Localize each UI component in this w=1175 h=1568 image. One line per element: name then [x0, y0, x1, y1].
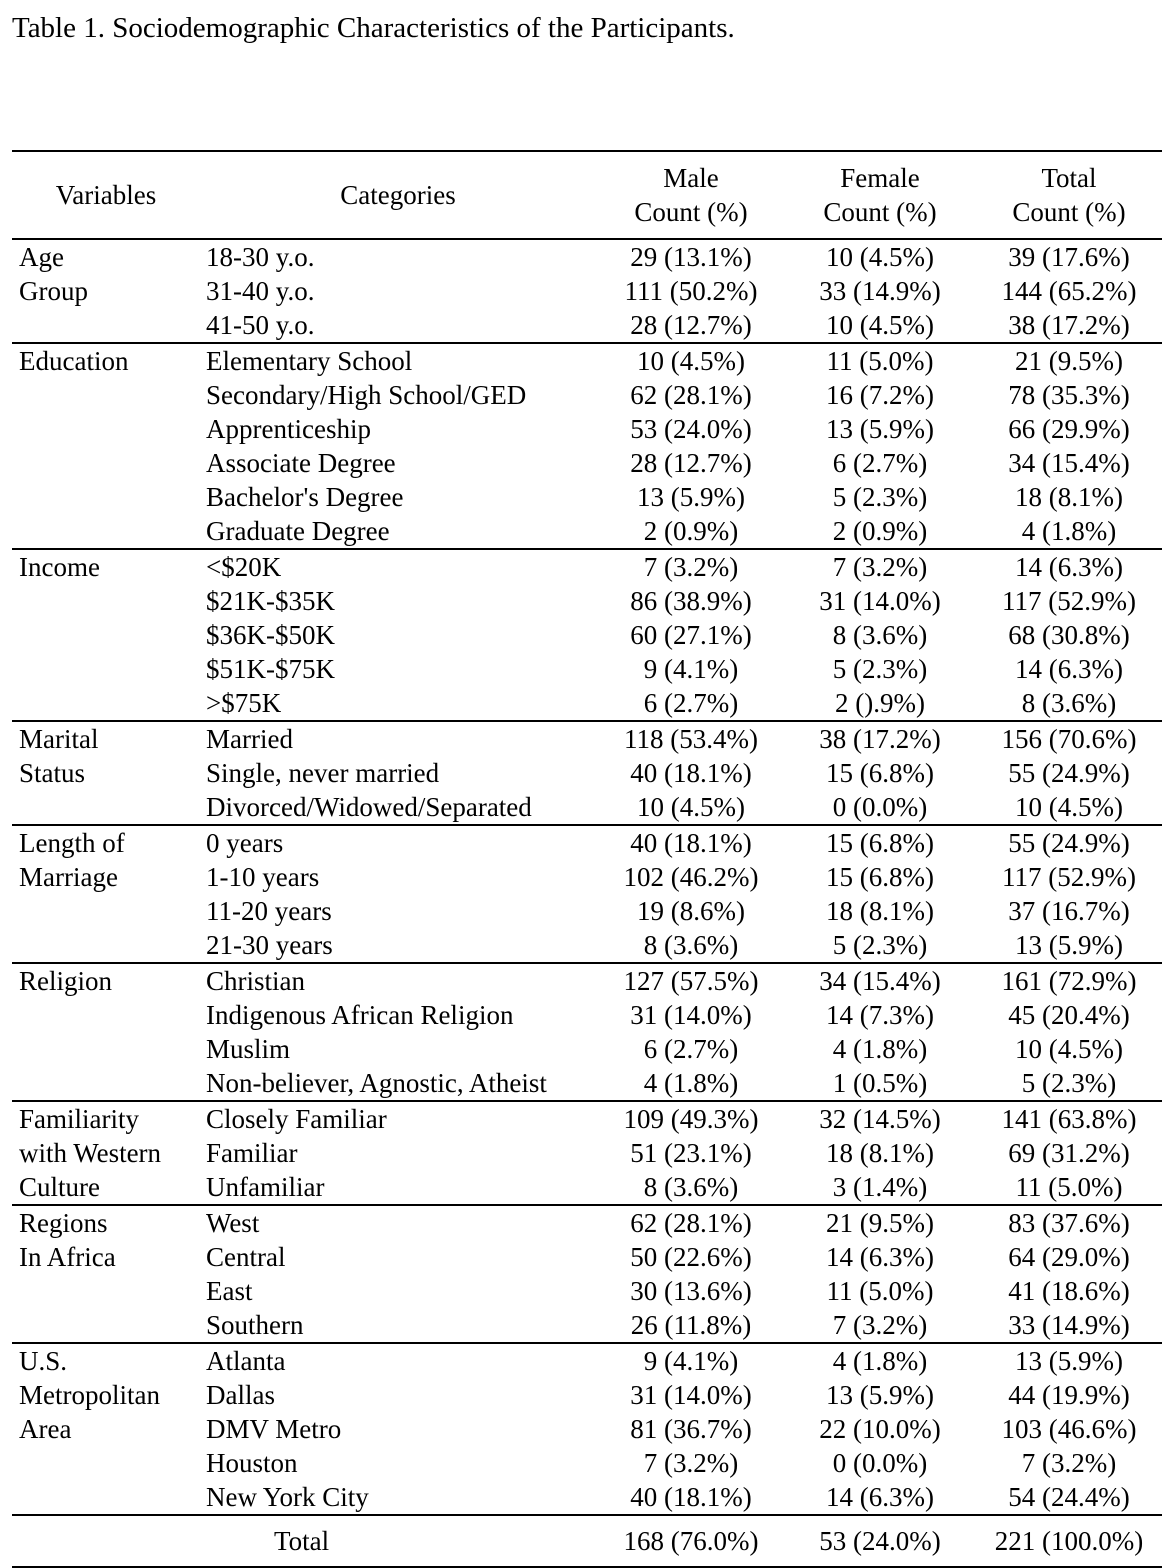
female-count-cell: 13 (5.9%) [826, 1380, 934, 1410]
variable-label-line: Group [19, 276, 88, 306]
category-cell: Dallas [206, 1380, 275, 1410]
category-cell: Divorced/Widowed/Separated [206, 792, 532, 822]
male-count-cell: 28 (12.7%) [630, 448, 752, 478]
male-count-cell: 102 (46.2%) [623, 862, 759, 892]
table-row [12, 686, 1162, 720]
female-count-cell: 6 (2.7%) [832, 448, 928, 478]
female-count-cell: 32 (14.5%) [819, 1104, 941, 1134]
table-group [12, 826, 1162, 964]
table-row [12, 1102, 1162, 1136]
table-row [12, 1170, 1162, 1204]
category-cell: Houston [206, 1448, 298, 1478]
total-count-cell: 66 (29.9%) [1008, 414, 1130, 444]
male-count-cell: 40 (18.1%) [630, 828, 752, 858]
male-count-cell: 28 (12.7%) [630, 310, 752, 340]
female-count-cell: 15 (6.8%) [826, 758, 934, 788]
table-row [12, 240, 1162, 274]
table-group [12, 1206, 1162, 1344]
category-cell: Atlanta [206, 1346, 286, 1376]
female-count-cell: 33 (14.9%) [819, 276, 941, 306]
table-caption: Table 1. Sociodemographic Characteristics of the Participants. [12, 12, 735, 44]
female-count-cell: 2 ().9%) [835, 688, 925, 718]
table-row [12, 790, 1162, 824]
variable-label-line: Area [19, 1414, 72, 1444]
male-count-cell: 7 (3.2%) [643, 552, 739, 582]
category-cell: Southern [206, 1310, 304, 1340]
table-row [12, 1480, 1162, 1514]
female-count-cell: 10 (4.5%) [826, 310, 934, 340]
table-row [12, 550, 1162, 584]
male-count-cell: 31 (14.0%) [630, 1000, 752, 1030]
category-cell: $21K-$35K [206, 586, 335, 616]
female-count-cell: 14 (6.3%) [826, 1242, 934, 1272]
table-row [12, 618, 1162, 652]
male-count-cell: 19 (8.6%) [637, 896, 745, 926]
male-count-cell: 9 (4.1%) [643, 654, 739, 684]
table-row [12, 1344, 1162, 1378]
total-row [12, 1516, 1162, 1568]
female-count-cell: 31 (14.0%) [819, 586, 941, 616]
female-count-cell: 5 (2.3%) [832, 482, 928, 512]
total-count-cell: 45 (20.4%) [1008, 1000, 1130, 1030]
total-count-cell: 18 (8.1%) [1015, 482, 1123, 512]
female-count-cell: 5 (2.3%) [832, 654, 928, 684]
table-row [12, 378, 1162, 412]
female-count-cell: 21 (9.5%) [826, 1208, 934, 1238]
total-count-cell: 10 (4.5%) [1015, 1034, 1123, 1064]
category-cell: $51K-$75K [206, 654, 335, 684]
table-row [12, 998, 1162, 1032]
category-cell: 18-30 y.o. [206, 242, 315, 272]
total-count-cell: 10 (4.5%) [1015, 792, 1123, 822]
female-count-cell: 3 (1.4%) [832, 1172, 928, 1202]
demographics-table [12, 150, 1162, 1568]
variable-label-line: Culture [19, 1172, 100, 1202]
category-cell: DMV Metro [206, 1414, 342, 1444]
female-count-cell: 2 (0.9%) [832, 516, 928, 546]
table-group [12, 1102, 1162, 1206]
category-cell: 41-50 y.o. [206, 310, 315, 340]
table-header [12, 152, 1162, 240]
table-row [12, 1274, 1162, 1308]
table-row [12, 446, 1162, 480]
category-cell: Elementary School [206, 346, 413, 376]
total-count-cell: 39 (17.6%) [1008, 242, 1130, 272]
category-cell: West [206, 1208, 260, 1238]
female-count-cell: 5 (2.3%) [832, 930, 928, 960]
header-total [980, 161, 1158, 229]
variable-label-line: with Western [19, 1138, 162, 1168]
category-cell: 0 years [206, 828, 284, 858]
male-count-cell: 8 (3.6%) [643, 930, 739, 960]
category-cell: Associate Degree [206, 448, 396, 478]
total-count-cell: 103 (46.6%) [1001, 1414, 1137, 1444]
category-cell: Bachelor's Degree [206, 482, 404, 512]
category-cell: Married [206, 724, 293, 754]
total-count-cell: 33 (14.9%) [1008, 1310, 1130, 1340]
header-female-title: Female [840, 163, 920, 193]
category-cell: Unfamiliar [206, 1172, 325, 1202]
table-row [12, 1446, 1162, 1480]
table-row [12, 412, 1162, 446]
total-count-cell: 5 (2.3%) [1021, 1068, 1117, 1098]
table-row [12, 928, 1162, 962]
category-cell: >$75K [206, 688, 282, 718]
total-count-cell: 11 (5.0%) [1015, 1172, 1123, 1202]
male-count-cell: 40 (18.1%) [630, 1482, 752, 1512]
male-count-cell: 8 (3.6%) [643, 1172, 739, 1202]
total-count-cell: 37 (16.7%) [1008, 896, 1130, 926]
total-count-cell: 7 (3.2%) [1021, 1448, 1117, 1478]
total-count-cell: 44 (19.9%) [1008, 1380, 1130, 1410]
table-row [12, 274, 1162, 308]
total-row-female: 53 (24.0%) [819, 1526, 941, 1556]
table-row [12, 722, 1162, 756]
table-row [12, 1206, 1162, 1240]
total-count-cell: 34 (15.4%) [1008, 448, 1130, 478]
total-count-cell: 13 (5.9%) [1015, 1346, 1123, 1376]
header-variables: Variables [55, 180, 157, 210]
category-cell: Non-believer, Agnostic, Atheist [206, 1068, 547, 1098]
header-total-unit: Count (%) [1012, 197, 1126, 227]
male-count-cell: 7 (3.2%) [643, 1448, 739, 1478]
male-count-cell: 10 (4.5%) [637, 346, 745, 376]
male-count-cell: 51 (23.1%) [630, 1138, 752, 1168]
table-row [12, 964, 1162, 998]
total-count-cell: 144 (65.2%) [1001, 276, 1137, 306]
male-count-cell: 29 (13.1%) [630, 242, 752, 272]
variable-label-line: Age [19, 242, 64, 272]
female-count-cell: 14 (6.3%) [826, 1482, 934, 1512]
total-count-cell: 78 (35.3%) [1008, 380, 1130, 410]
male-count-cell: 31 (14.0%) [630, 1380, 752, 1410]
table-row [12, 1412, 1162, 1446]
male-count-cell: 118 (53.4%) [624, 724, 758, 754]
table-row [12, 344, 1162, 378]
total-count-cell: 55 (24.9%) [1008, 828, 1130, 858]
table-row [12, 1378, 1162, 1412]
variable-label-line: In Africa [19, 1242, 116, 1272]
table-group [12, 1344, 1162, 1516]
table-row [12, 308, 1162, 342]
female-count-cell: 4 (1.8%) [832, 1346, 928, 1376]
female-count-cell: 11 (5.0%) [826, 1276, 934, 1306]
male-count-cell: 53 (24.0%) [630, 414, 752, 444]
category-cell: $36K-$50K [206, 620, 335, 650]
category-cell: Muslim [206, 1034, 291, 1064]
variable-label-line: Familiarity [19, 1104, 139, 1134]
table-row [12, 1240, 1162, 1274]
header-male [602, 161, 780, 229]
male-count-cell: 62 (28.1%) [630, 1208, 752, 1238]
female-count-cell: 18 (8.1%) [826, 896, 934, 926]
total-count-cell: 68 (30.8%) [1008, 620, 1130, 650]
female-count-cell: 34 (15.4%) [819, 966, 941, 996]
male-count-cell: 26 (11.8%) [630, 1310, 752, 1340]
table-row [12, 1032, 1162, 1066]
total-row-total: 221 (100.0%) [994, 1526, 1144, 1556]
male-count-cell: 9 (4.1%) [643, 1346, 739, 1376]
female-count-cell: 8 (3.6%) [832, 620, 928, 650]
table-row [12, 1136, 1162, 1170]
variable-label-line: Marriage [19, 862, 118, 892]
category-cell: 31-40 y.o. [206, 276, 315, 306]
header-female [797, 161, 963, 229]
total-count-cell: 69 (31.2%) [1008, 1138, 1130, 1168]
male-count-cell: 109 (49.3%) [623, 1104, 759, 1134]
male-count-cell: 60 (27.1%) [630, 620, 752, 650]
total-count-cell: 117 (52.9%) [1002, 586, 1136, 616]
male-count-cell: 13 (5.9%) [637, 482, 745, 512]
category-cell: Closely Familiar [206, 1104, 387, 1134]
category-cell: 1-10 years [206, 862, 320, 892]
total-count-cell: 21 (9.5%) [1015, 346, 1123, 376]
table-body [12, 240, 1162, 1516]
category-cell: <$20K [206, 552, 282, 582]
category-cell: Graduate Degree [206, 516, 390, 546]
female-count-cell: 38 (17.2%) [819, 724, 941, 754]
category-cell: New York City [206, 1482, 369, 1512]
category-cell: Familiar [206, 1138, 298, 1168]
male-count-cell: 10 (4.5%) [637, 792, 745, 822]
variable-label-line: Length of [19, 828, 125, 858]
total-count-cell: 83 (37.6%) [1008, 1208, 1130, 1238]
variable-label-line: Education [19, 346, 129, 376]
male-count-cell: 81 (36.7%) [630, 1414, 752, 1444]
category-cell: Indigenous African Religion [206, 1000, 514, 1030]
female-count-cell: 15 (6.8%) [826, 862, 934, 892]
total-count-cell: 117 (52.9%) [1002, 862, 1136, 892]
category-cell: East [206, 1276, 253, 1306]
table-row [12, 1066, 1162, 1100]
total-count-cell: 8 (3.6%) [1021, 688, 1117, 718]
male-count-cell: 2 (0.9%) [643, 516, 739, 546]
total-count-cell: 38 (17.2%) [1008, 310, 1130, 340]
variable-label-line: Regions [19, 1208, 108, 1238]
total-count-cell: 64 (29.0%) [1008, 1242, 1130, 1272]
variable-label-line: Status [19, 758, 86, 788]
female-count-cell: 14 (7.3%) [826, 1000, 934, 1030]
variable-label-line: Religion [19, 966, 112, 996]
table-row [12, 480, 1162, 514]
female-count-cell: 13 (5.9%) [826, 414, 934, 444]
total-count-cell: 4 (1.8%) [1021, 516, 1117, 546]
female-count-cell: 22 (10.0%) [819, 1414, 941, 1444]
table-row [12, 1308, 1162, 1342]
female-count-cell: 7 (3.2%) [832, 552, 928, 582]
female-count-cell: 18 (8.1%) [826, 1138, 934, 1168]
total-count-cell: 141 (63.8%) [1001, 1104, 1137, 1134]
variable-label-line: Marital [19, 724, 99, 754]
category-cell: Single, never married [206, 758, 440, 788]
table-row [12, 756, 1162, 790]
table-group [12, 240, 1162, 344]
female-count-cell: 15 (6.8%) [826, 828, 934, 858]
male-count-cell: 62 (28.1%) [630, 380, 752, 410]
male-count-cell: 40 (18.1%) [630, 758, 752, 788]
total-count-cell: 54 (24.4%) [1008, 1482, 1130, 1512]
male-count-cell: 111 (50.2%) [624, 276, 758, 306]
category-cell: Apprenticeship [206, 414, 371, 444]
table-row [12, 860, 1162, 894]
table-group [12, 964, 1162, 1102]
variable-label-line: Income [19, 552, 100, 582]
category-cell: 11-20 years [206, 896, 332, 926]
header-categories: Categories [340, 180, 456, 210]
table-group [12, 722, 1162, 826]
category-cell: Central [206, 1242, 286, 1272]
total-count-cell: 13 (5.9%) [1015, 930, 1123, 960]
table-row [12, 584, 1162, 618]
female-count-cell: 11 (5.0%) [826, 346, 934, 376]
female-count-cell: 0 (0.0%) [832, 1448, 928, 1478]
variable-label-line: U.S. [19, 1346, 68, 1376]
table-row [12, 652, 1162, 686]
category-cell: Christian [206, 966, 305, 996]
male-count-cell: 6 (2.7%) [643, 688, 739, 718]
female-count-cell: 7 (3.2%) [832, 1310, 928, 1340]
header-male-title: Male [663, 163, 719, 193]
category-cell: 21-30 years [206, 930, 333, 960]
total-count-cell: 156 (70.6%) [1001, 724, 1137, 754]
table-row [12, 514, 1162, 548]
female-count-cell: 0 (0.0%) [832, 792, 928, 822]
table-row [12, 894, 1162, 928]
total-count-cell: 161 (72.9%) [1001, 966, 1137, 996]
header-female-unit: Count (%) [823, 197, 937, 227]
category-cell: Secondary/High School/GED [206, 380, 527, 410]
total-count-cell: 41 (18.6%) [1008, 1276, 1130, 1306]
total-count-cell: 14 (6.3%) [1015, 654, 1123, 684]
male-count-cell: 4 (1.8%) [643, 1068, 739, 1098]
female-count-cell: 16 (7.2%) [826, 380, 934, 410]
total-count-cell: 55 (24.9%) [1008, 758, 1130, 788]
total-row-label: Total [274, 1526, 330, 1556]
male-count-cell: 30 (13.6%) [630, 1276, 752, 1306]
table-group [12, 344, 1162, 550]
variable-label-line: Metropolitan [19, 1380, 160, 1410]
male-count-cell: 6 (2.7%) [643, 1034, 739, 1064]
header-total-title: Total [1041, 163, 1097, 193]
table-group [12, 550, 1162, 722]
female-count-cell: 1 (0.5%) [832, 1068, 928, 1098]
female-count-cell: 10 (4.5%) [826, 242, 934, 272]
male-count-cell: 86 (38.9%) [630, 586, 752, 616]
total-row-male: 168 (76.0%) [623, 1526, 759, 1556]
female-count-cell: 4 (1.8%) [832, 1034, 928, 1064]
header-male-unit: Count (%) [634, 197, 748, 227]
total-count-cell: 14 (6.3%) [1015, 552, 1123, 582]
male-count-cell: 127 (57.5%) [623, 966, 759, 996]
male-count-cell: 50 (22.6%) [630, 1242, 752, 1272]
table-row [12, 826, 1162, 860]
